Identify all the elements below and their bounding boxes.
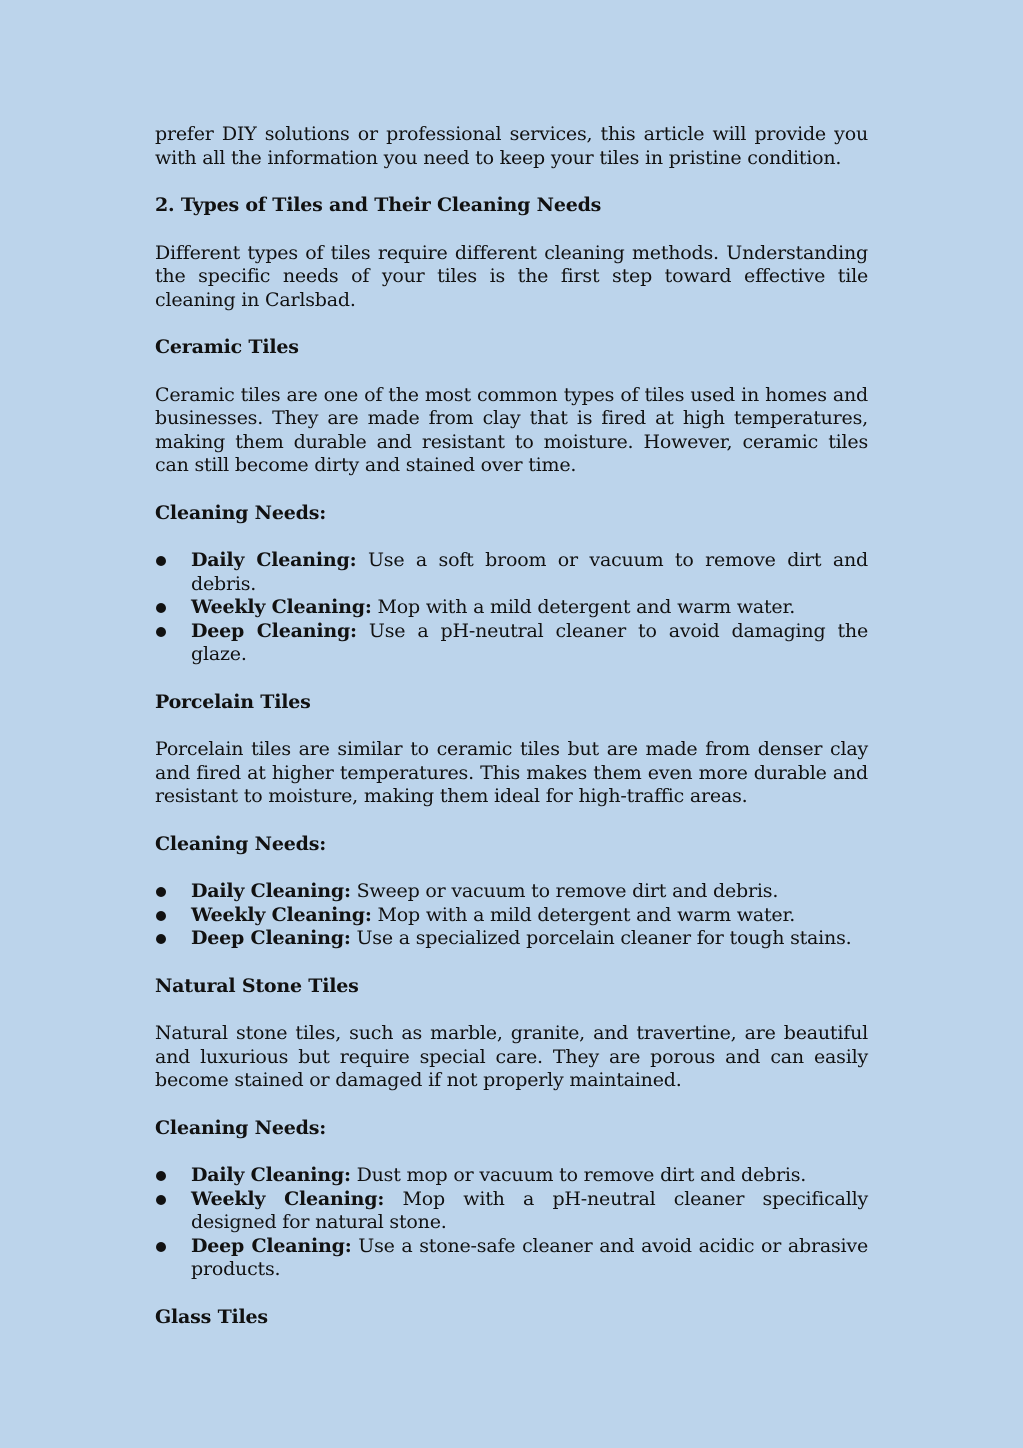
- porcelain-needs-list: [155, 880, 868, 951]
- list-item-label: Weekly Cleaning:: [191, 1187, 385, 1210]
- ceramic-heading: Ceramic Tiles: [155, 336, 299, 358]
- list-item-text: Use a stone-safe cleaner and avoid acidic or abrasive products.: [191, 1234, 868, 1280]
- bullet-icon: [156, 556, 166, 566]
- list-item-text: Use a specialized porcelain cleaner for tough stains.: [350, 927, 852, 949]
- list-item-text: Sweep or vacuum to remove dirt and debris.: [350, 880, 779, 902]
- ceramic-description: Ceramic tiles are one of the most common types of tiles used in homes and businesses. They are made from clay that is fired at high temperatures, making them durable and resistant to moisture. However, ceramic tiles can still become dirty and stained over time.: [155, 383, 868, 476]
- bullet-icon: [156, 1195, 166, 1205]
- list-item: [155, 904, 868, 928]
- list-item: [155, 1235, 868, 1282]
- bullet-icon: [156, 627, 166, 637]
- list-item-label: Daily Cleaning:: [191, 1164, 351, 1186]
- list-item: [155, 1188, 868, 1235]
- porcelain-heading: Porcelain Tiles: [155, 690, 311, 713]
- list-item-text: Mop with a mild detergent and warm water.: [371, 596, 796, 618]
- list-item: [155, 620, 868, 667]
- stone-needs-list: [155, 1164, 868, 1282]
- bullet-icon: [156, 911, 166, 921]
- porcelain-needs-heading: Cleaning Needs:: [155, 832, 327, 855]
- list-item-text: Use a soft broom or vacuum to remove dirt and debris.: [191, 549, 869, 595]
- list-item-label: Deep Cleaning:: [191, 619, 357, 642]
- ceramic-needs-list: [155, 549, 868, 667]
- intro-paragraph: prefer DIY solutions or professional services, this article will provide you with all the information you need to keep your tiles in pristine condition.: [155, 123, 868, 169]
- section-heading: 2. Types of Tiles and Their Cleaning Needs: [155, 194, 602, 216]
- list-item-text: Mop with a pH-neutral cleaner specifically designed for natural stone.: [191, 1187, 868, 1233]
- bullet-icon: [156, 603, 166, 613]
- list-item: [155, 1164, 868, 1188]
- bullet-icon: [156, 934, 166, 944]
- list-item-text: Use a pH-neutral cleaner to avoid damaging the glaze.: [191, 619, 868, 665]
- stone-needs-heading: Cleaning Needs:: [155, 1116, 327, 1139]
- ceramic-needs-heading: Cleaning Needs:: [155, 501, 327, 524]
- list-item-label: Daily Cleaning:: [191, 880, 351, 902]
- list-item-label: Deep Cleaning:: [191, 927, 351, 949]
- list-item: [155, 596, 868, 620]
- list-item-text: Dust mop or vacuum to remove dirt and debris.: [350, 1164, 807, 1186]
- porcelain-description: Porcelain tiles are similar to ceramic tiles but are made from denser clay and fired at higher temperatures. This makes them even more durable and resistant to moisture, making them ideal for high-traffic areas.: [155, 738, 868, 807]
- list-item-text: Mop with a mild detergent and warm water.: [371, 903, 796, 926]
- list-item-label: Weekly Cleaning:: [191, 596, 372, 618]
- list-item: [155, 880, 868, 904]
- list-item-label: Deep Cleaning:: [191, 1234, 352, 1257]
- list-item-label: Daily Cleaning:: [191, 549, 357, 571]
- bullet-icon: [156, 1171, 166, 1181]
- document-page: [155, 123, 868, 1353]
- list-item: [155, 549, 868, 596]
- stone-heading: Natural Stone Tiles: [155, 974, 359, 997]
- stone-description: Natural stone tiles, such as marble, granite, and travertine, are beautiful and luxurious but require special care. They are porous and can easily become stained or damaged if not properly maintained.: [155, 1022, 868, 1091]
- section-intro-paragraph: Different types of tiles require different cleaning methods. Understanding the specific needs of your tiles is the first step toward effective tile cleaning in Carlsbad.: [155, 241, 868, 311]
- list-item: [155, 927, 868, 951]
- bullet-icon: [156, 1242, 166, 1252]
- list-item-label: Weekly Cleaning:: [191, 903, 372, 926]
- bullet-icon: [156, 887, 166, 897]
- glass-heading: Glass Tiles: [155, 1305, 268, 1328]
